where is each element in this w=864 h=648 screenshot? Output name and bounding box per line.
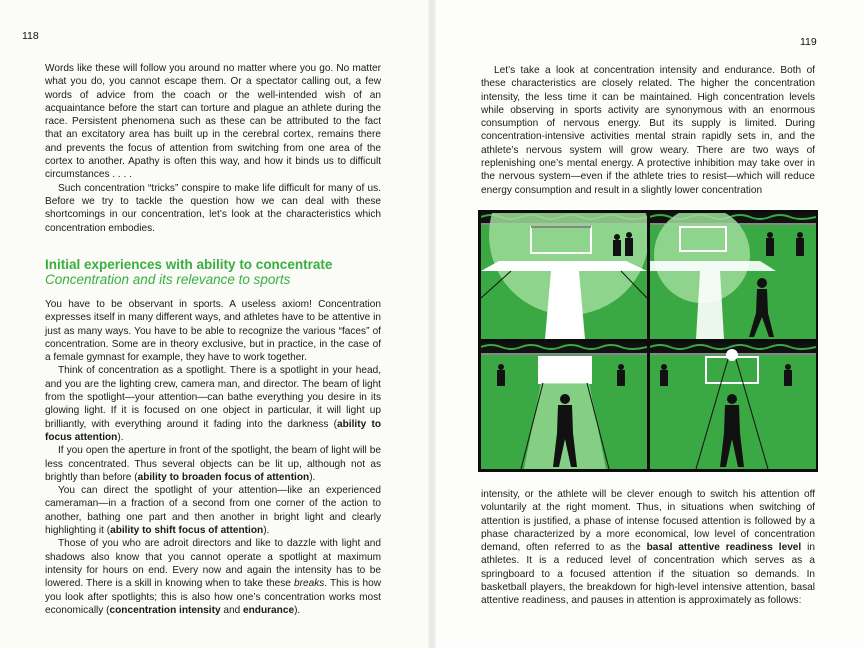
broad-spotlight-player-icon <box>650 213 816 339</box>
page-number-left: 118 <box>22 30 39 42</box>
left-intro-text <box>45 62 381 235</box>
paragraph: intensity, or the athlete will be clever enough to switch his attention off voluntarily at the right moment. Thus, in situations when switching of attention is justified, a phase of intense focused attention is followed by a phase characterized by a more economical, low level of concentration demand, often referred to as the basal attentive readiness level in athletes. It is a reduced level of concentration which serves as a springboard to a focused attention if the situation so demands. In basketball players, the breakdown for high-level intensive attention, basal attentive readiness, and pauses in attention is approximately as follows: <box>481 489 815 607</box>
term-bold: basal attentive readiness level <box>646 542 802 554</box>
section-title: Initial experiences with ability to concentrate <box>45 257 333 272</box>
page-number-right: 119 <box>800 36 817 48</box>
term-bold: concentration intensity <box>109 604 221 616</box>
paragraph: Those of you who are adroit directors and like to dazzle with light and shadows also know that you cannot operate a spotlight at maximum intensity for hours on end. Every now and again the intensity has to be lowered. There is a skill in knowing when to take these breaks. This is how you look after spotlights; this is also how one’s concentration works most economically (concentration intensity and endurance). <box>45 538 381 616</box>
paragraph: If you open the aperture in front of the spotlight, the beam of light will be less concentrated. Thus several objects can be lit up, although not as brightly than before (ability to broaden focus of attention). <box>45 445 381 483</box>
paragraph: Words like these will follow you around no matter where you go. No matter what you do, you cannot escape them. Or a spectator calling out, a few words of advice from the coach or the well-intended wish of an acquaintance before the start can torture and plague an athlete during the race. Persistent phenomena such as these can be attributed to the fact that an excitatory area has built up in the cerebral cortex, remains there and prevents the focus of attention from switching from one area of the cortex to another. Apathy is often this way, and how it binds us to difficult circumstances . . . . <box>45 63 381 181</box>
term-bold: endurance <box>243 604 295 616</box>
wide-spotlight-field-icon <box>481 213 647 339</box>
right-body-text <box>481 488 815 608</box>
term-bold: ability to focus attention <box>45 418 381 443</box>
narrow-spotlight-goalkeeper-icon <box>481 343 647 469</box>
paragraph: Let’s take a look at concentration intensity and endurance. Both of these characteristics are closely related. The higher the concentration intensity, the less time it can be maintained. High concentration levels while observing in sports activity are synonymous with an enormous consumption of nervous energy. But its supply is limited. During concentration-intensive activities mental strain rapidly sets in, and the athlete’s nervous system will grow weary. There are two ways of replenishing one’s mental energy. A protective inhibition may take over in the nervous system—even if the athlete tries to resist—which will reduce energy consumption and result in a slightly lower concentration <box>481 65 815 196</box>
paragraph: Think of concentration as a spotlight. There is a spotlight in your head, and you are the lighting crew, camera man, and director. The beam of light from the spotlight—your attention—can bathe everything you desire in its glowing light. If it is focused on one object in particular, it will light up brilliantly, with everything around it fading into the darkness (ability to focus attention). <box>45 365 381 443</box>
section-heading <box>45 257 385 287</box>
book-gutter <box>428 0 436 648</box>
left-body-text <box>45 298 381 617</box>
spotlight-illustration <box>478 210 818 472</box>
focused-spotlight-goal-icon <box>650 343 816 469</box>
section-subtitle: Concentration and its relevance to sports <box>45 272 291 287</box>
term-bold: ability to broaden focus of attention <box>137 471 310 483</box>
right-intro-text <box>481 64 815 197</box>
paragraph: You have to be observant in sports. A useless axiom! Concentration expresses itself in many different ways, and athletes have to be attentive in just as many ways. You have to be able to recognize the various “faces” of concentration. Some are in theory exclusive, but in practice, in the case of a female gymnast for example, they have to work together. <box>45 299 381 364</box>
term-italic: breaks <box>294 578 325 590</box>
paragraph: Such concentration “tricks” conspire to make life difficult for many of us. Before we try to tackle the question how we can deal with these shortcomings in our concentration, let’s look at the characteristics which concentration embodies. <box>45 182 381 234</box>
paragraph: You can direct the spotlight of your attention—like an experienced cameraman—in a fraction of a second from one corner of the action to another, bathing one part and then another in bright light and clearly highlighting it (ability to shift focus of attention). <box>45 485 381 537</box>
term-bold: ability to shift focus of attention <box>110 525 264 537</box>
